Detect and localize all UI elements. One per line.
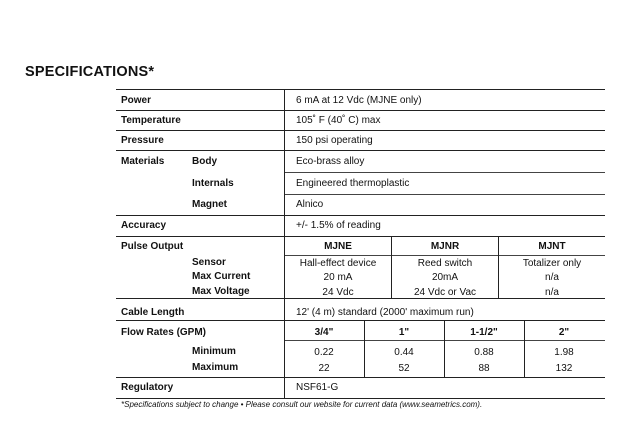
flow-size-header: 3/4" — [314, 327, 334, 338]
model-header: MJNT — [538, 241, 566, 252]
temperature-value: 105˚ F (40˚ C) max — [296, 115, 381, 126]
flow-maximum-value: 88 — [478, 363, 490, 374]
model-header: MJNE — [324, 241, 352, 252]
max-current-value: n/a — [545, 272, 559, 283]
table-rule — [284, 255, 605, 256]
flow-minimum-value: 0.22 — [314, 347, 334, 358]
flow-size-header: 1" — [398, 327, 410, 338]
materials-label: Materials — [121, 156, 165, 167]
table-rule — [116, 320, 605, 321]
materials-internals-value: Engineered thermoplastic — [296, 178, 410, 189]
flow-minimum-value: 1.98 — [554, 347, 574, 358]
table-rule — [284, 194, 605, 195]
table-rule — [116, 398, 605, 399]
accuracy-value: +/- 1.5% of reading — [296, 220, 381, 231]
table-column-divider — [524, 320, 525, 377]
flow-size-header: 1-1/2" — [470, 327, 498, 338]
materials-magnet-label: Magnet — [192, 199, 227, 210]
accuracy-label: Accuracy — [121, 220, 167, 231]
cable-length-label: Cable Length — [121, 307, 185, 318]
flow-minimum-value: 0.44 — [394, 347, 414, 358]
max-voltage-value: 24 Vdc or Vac — [413, 287, 477, 298]
pressure-label: Pressure — [121, 135, 164, 146]
table-rule — [116, 110, 605, 111]
table-rule — [116, 298, 605, 299]
max-voltage-value: n/a — [545, 287, 559, 298]
power-value: 6 mA at 12 Vdc (MJNE only) — [296, 95, 422, 106]
flow-size-header: 2" — [558, 327, 570, 338]
temperature-label: Temperature — [121, 115, 181, 126]
pulse-output-label: Pulse Output — [121, 241, 184, 252]
flow-maximum-value: 22 — [318, 363, 330, 374]
sensor-value: Hall-effect device — [299, 258, 377, 269]
sensor-value: Totalizer only — [522, 258, 582, 269]
table-rule — [284, 172, 605, 173]
regulatory-value: NSF61-G — [296, 382, 339, 393]
table-rule — [116, 236, 605, 237]
flow-minimum-value: 0.88 — [474, 347, 494, 358]
max-current-label: Max Current — [192, 271, 251, 282]
max-voltage-value: 24 Vdc — [322, 287, 354, 298]
specifications-table — [116, 89, 605, 398]
flow-minimum-label: Minimum — [192, 346, 236, 357]
table-column-divider — [284, 89, 285, 398]
sensor-value: Reed switch — [417, 258, 473, 269]
power-label: Power — [121, 95, 152, 106]
table-rule — [116, 150, 605, 151]
table-column-divider — [498, 236, 499, 298]
materials-magnet-value: Alnico — [296, 199, 324, 210]
pressure-value: 150 psi operating — [296, 135, 373, 146]
max-voltage-label: Max Voltage — [192, 286, 250, 297]
max-current-value: 20 mA — [323, 272, 353, 283]
materials-body-value: Eco-brass alloy — [296, 156, 365, 167]
cable-length-value: 12' (4 m) standard (2000' maximum run) — [296, 307, 474, 318]
materials-internals-label: Internals — [192, 178, 234, 189]
page-title: SPECIFICATIONS* — [25, 64, 155, 80]
table-rule — [116, 377, 605, 378]
max-current-value: 20mA — [431, 272, 459, 283]
table-rule — [116, 130, 605, 131]
model-header: MJNR — [430, 241, 460, 252]
table-rule — [116, 215, 605, 216]
table-column-divider — [444, 320, 445, 377]
flow-maximum-value: 132 — [555, 363, 573, 374]
flow-rates-label: Flow Rates (GPM) — [121, 327, 207, 338]
regulatory-label: Regulatory — [121, 382, 174, 393]
sensor-label: Sensor — [192, 257, 226, 268]
table-rule — [116, 89, 605, 90]
table-column-divider — [364, 320, 365, 377]
footnote: *Specifications subject to change • Please consult our website for current data (www.seametrics.com). — [121, 400, 483, 409]
materials-body-label: Body — [192, 156, 217, 167]
flow-maximum-label: Maximum — [192, 362, 239, 373]
flow-maximum-value: 52 — [398, 363, 410, 374]
table-column-divider — [391, 236, 392, 298]
